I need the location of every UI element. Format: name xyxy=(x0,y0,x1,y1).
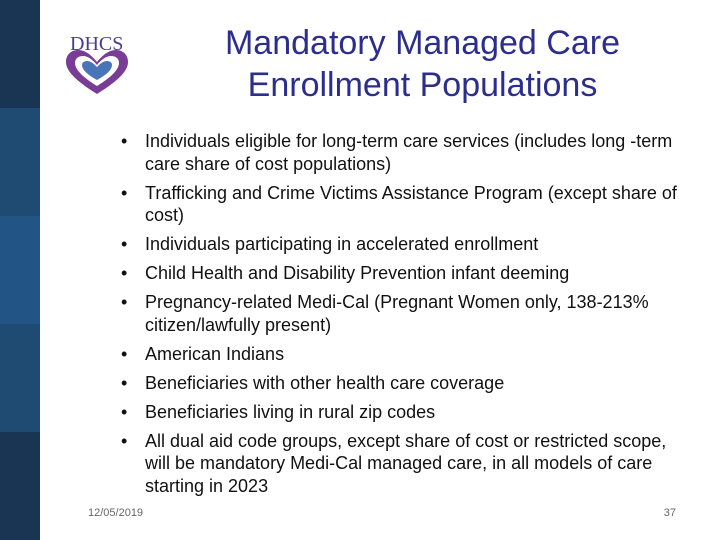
bullet-item: • Individuals participating in accelerated enrollment xyxy=(118,233,688,256)
title-line-2: Enrollment Populations xyxy=(247,66,598,104)
bullet-item: • Beneficiaries living in rural zip codes xyxy=(118,401,688,424)
title-line-1: Mandatory Managed Care xyxy=(224,24,620,62)
bullet-item: • All dual aid code groups, except share of cost or restricted scope, will be mandatory Medi-Cal managed care, in all models of care starting in 2023 xyxy=(118,430,688,498)
side-accent-bar xyxy=(0,0,40,540)
side-bar-segment xyxy=(0,0,40,108)
bullet-item: • Child Health and Disability Prevention infant deeming xyxy=(118,262,688,285)
side-bar-segment xyxy=(0,216,40,324)
bullet-item: • Trafficking and Crime Victims Assistance Program (except share of cost) xyxy=(118,182,688,227)
side-bar-segment xyxy=(0,108,40,216)
footer-date: 12/05/2019 xyxy=(88,507,144,519)
bullet-item: • Beneficiaries with other health care coverage xyxy=(118,372,688,395)
bullet-item: • Pregnancy-related Medi-Cal (Pregnant Women only, 138-213% citizen/lawfully present) xyxy=(118,291,688,336)
bullet-list xyxy=(118,130,688,504)
logo-text: DHCS xyxy=(70,33,124,55)
dhcs-logo xyxy=(58,30,136,100)
side-bar-segment xyxy=(0,324,40,432)
bullet-item: • American Indians xyxy=(118,343,688,366)
page-number: 37 xyxy=(663,507,676,519)
side-bar-segment xyxy=(0,432,40,540)
bullet-item: • Individuals eligible for long-term care services (includes long -term care share of cost populations) xyxy=(118,130,688,175)
slide-title xyxy=(160,22,685,106)
